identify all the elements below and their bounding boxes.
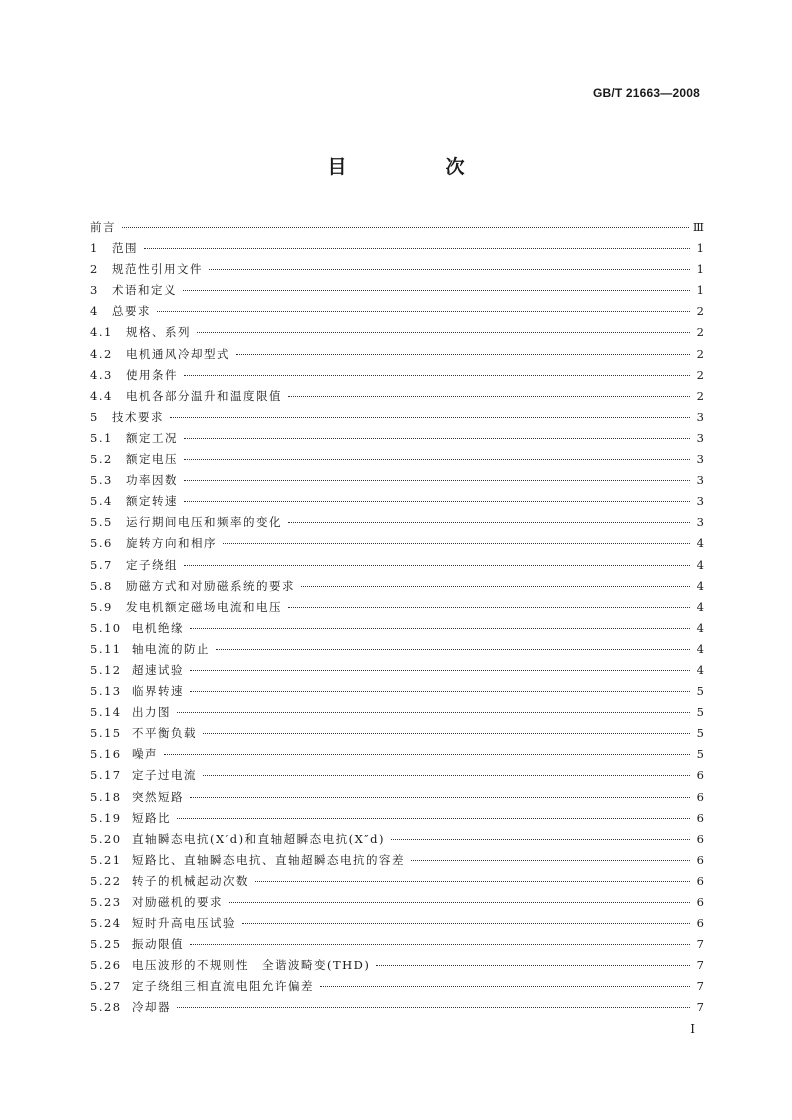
toc-entry-page: 1 [696,241,704,256]
toc-entry[interactable] [90,746,704,767]
toc-entry-page: 6 [696,768,704,783]
toc-entry-page: 3 [696,409,704,424]
toc-entry-page: 6 [696,852,704,867]
toc-entry-label: 运行期间电压和频率的变化 [126,515,282,530]
toc-entry-number: 5.8 [90,578,113,593]
toc-entry[interactable] [90,388,704,409]
toc-entry[interactable] [90,683,704,704]
toc-entry-label: 范围 [112,241,138,256]
toc-leader-dots [177,1007,690,1008]
toc-leader-dots [177,712,690,713]
toc-leader-dots [411,860,690,861]
toc-entry-page: 2 [696,325,704,340]
toc-entry-label: 短路比、直轴瞬态电抗、直轴超瞬态电抗的容差 [132,852,405,867]
table-of-contents [90,219,704,1021]
toc-entry-number: 5.18 [90,789,122,804]
toc-leader-dots [144,248,690,249]
toc-leader-dots [391,839,690,840]
toc-entry-number: 5.3 [90,473,113,488]
toc-entry-number: 5.20 [90,831,122,846]
toc-leader-dots [190,691,690,692]
toc-entry[interactable] [90,852,704,873]
toc-entry-page: 5 [696,705,704,720]
toc-entry-page: 7 [696,979,704,994]
toc-entry-number: 5.7 [90,557,113,572]
toc-entry-label: 出力图 [132,705,171,720]
toc-leader-dots [203,733,690,734]
page-title: 目 次 [327,156,505,178]
toc-entry[interactable] [90,915,704,936]
toc-entry-label: 使用条件 [126,367,178,382]
toc-entry-label: 定子绕组 [126,557,178,572]
toc-entry-number: 4.1 [90,325,113,340]
toc-leader-dots [301,586,690,587]
toc-entry[interactable] [90,578,704,599]
toc-entry-label: 总要求 [112,304,151,319]
toc-entry[interactable] [90,936,704,957]
toc-entry-page: 7 [696,937,704,952]
toc-entry-number: 5.26 [90,958,122,973]
toc-entry-label: 额定转速 [126,494,178,509]
toc-entry-number: 5.10 [90,620,122,635]
toc-entry-label: 励磁方式和对励磁系统的要求 [126,578,295,593]
toc-entry-label: 电机绝缘 [132,620,184,635]
toc-entry-label: 规范性引用文件 [112,262,203,277]
toc-entry[interactable] [90,789,704,810]
toc-entry-page: 7 [696,958,704,973]
toc-leader-dots [190,944,690,945]
toc-entry-page: 4 [696,536,704,551]
toc-entry-label: 技术要求 [112,409,164,424]
toc-leader-dots [184,459,690,460]
toc-entry[interactable] [90,514,704,535]
toc-entry-number: 5.24 [90,916,122,931]
toc-entry-number: 5.2 [90,452,113,467]
toc-entry-label: 转子的机械起动次数 [132,873,249,888]
toc-entry-number: 5.25 [90,937,122,952]
toc-entry-number: 1 [90,241,99,256]
toc-entry-page: 5 [696,747,704,762]
toc-entry-number: 4.4 [90,388,113,403]
toc-leader-dots [203,775,690,776]
toc-entry[interactable] [90,557,704,578]
toc-entry[interactable] [90,367,704,388]
toc-entry-label: 规格、系列 [126,325,191,340]
toc-leader-dots [197,332,690,333]
toc-entry[interactable] [90,282,704,303]
toc-entry-number: 5.22 [90,873,122,888]
toc-leader-dots [242,923,690,924]
toc-entry-label: 临界转速 [132,684,184,699]
toc-entry-page: 2 [696,346,704,361]
toc-entry[interactable] [90,346,704,367]
toc-entry-page: 3 [696,430,704,445]
toc-entry-page: 4 [696,620,704,635]
toc-entry-number: 5 [90,409,99,424]
toc-entry[interactable] [90,409,704,430]
toc-leader-dots [255,881,690,882]
toc-entry-page: Ⅲ [692,220,704,234]
toc-leader-dots [122,227,689,228]
toc-entry-page: 4 [696,662,704,677]
toc-leader-dots [376,965,690,966]
toc-entry-label: 电压波形的不规则性 全谐波畸变(THD) [132,958,371,973]
toc-leader-dots [177,818,690,819]
toc-entry[interactable] [90,599,704,620]
toc-entry-label: 冷却器 [132,1000,171,1015]
toc-entry-label: 电机各部分温升和温度限值 [126,388,282,403]
toc-entry[interactable] [90,957,704,978]
toc-leader-dots [288,396,690,397]
toc-leader-dots [184,480,690,481]
toc-entry-label: 短路比 [132,810,171,825]
toc-leader-dots [320,986,690,987]
toc-leader-dots [216,649,690,650]
toc-entry-label: 前言 [90,220,116,234]
toc-entry-page: 6 [696,873,704,888]
toc-entry-page: 5 [696,684,704,699]
toc-entry-number: 5.15 [90,726,122,741]
toc-leader-dots [223,543,690,544]
toc-entry-label: 发电机额定磁场电流和电压 [126,599,282,614]
toc-entry-number: 5.27 [90,979,122,994]
toc-entry-number: 5.23 [90,895,122,909]
toc-entry-label: 额定电压 [126,452,178,467]
toc-entry-label: 短时升高电压试验 [132,916,236,931]
toc-leader-dots [288,607,690,608]
toc-leader-dots [184,565,690,566]
toc-entry-label: 定子过电流 [132,768,197,783]
toc-entry-number: 5.19 [90,810,122,825]
toc-entry-page: 4 [696,578,704,593]
toc-entry-page: 2 [696,304,704,319]
toc-entry[interactable] [90,240,704,261]
toc-entry-page: 5 [696,726,704,741]
toc-entry[interactable] [90,620,704,641]
toc-entry-page: 3 [696,515,704,530]
page-number: I [690,1022,695,1036]
toc-leader-dots [190,670,690,671]
toc-entry-page: 3 [696,473,704,488]
toc-entry-page: 4 [696,599,704,614]
toc-entry-number: 5.6 [90,536,113,551]
toc-entry-page: 6 [696,789,704,804]
toc-entry-number: 5.1 [90,430,113,445]
toc-leader-dots [229,902,690,903]
toc-entry-page: 6 [696,831,704,846]
toc-entry[interactable] [90,810,704,831]
toc-entry-number: 5.17 [90,768,122,783]
toc-entry[interactable] [90,894,704,915]
toc-leader-dots [190,628,690,629]
toc-leader-dots [184,501,690,502]
toc-entry[interactable] [90,767,704,788]
toc-entry[interactable] [90,219,704,240]
toc-entry[interactable] [90,303,704,324]
toc-entry-number: 5.4 [90,494,113,509]
toc-entry[interactable] [90,831,704,852]
toc-entry-number: 5.28 [90,1000,122,1015]
toc-entry-number: 5.21 [90,852,122,867]
toc-entry-label: 噪声 [132,747,158,762]
toc-leader-dots [209,269,690,270]
toc-entry-number: 5.13 [90,684,122,699]
toc-entry[interactable] [90,493,704,514]
toc-leader-dots [288,522,690,523]
toc-entry[interactable] [90,999,704,1020]
toc-entry-page: 4 [696,557,704,572]
toc-entry[interactable] [90,430,704,451]
toc-entry-number: 4.3 [90,367,113,382]
toc-entry-number: 3 [90,283,99,298]
toc-leader-dots [183,290,690,291]
toc-entry-label: 超速试验 [132,662,184,677]
toc-entry-number: 2 [90,262,99,277]
toc-entry[interactable] [90,725,704,746]
toc-entry-page: 7 [696,1000,704,1015]
toc-entry[interactable] [90,978,704,999]
toc-entry-label: 功率因数 [126,473,178,488]
toc-entry-page: 4 [696,641,704,656]
toc-leader-dots [164,754,690,755]
standard-code: GB/T 21663—2008 [592,86,700,100]
toc-entry-page: 3 [696,494,704,509]
toc-leader-dots [157,311,690,312]
toc-entry[interactable] [90,535,704,556]
toc-entry-number: 5.9 [90,599,113,614]
toc-leader-dots [236,354,690,355]
toc-entry-label: 直轴瞬态电抗(X′d)和直轴超瞬态电抗(X″d) [132,831,385,846]
toc-entry-label: 不平衡负载 [132,726,197,741]
toc-entry-page: 2 [696,388,704,403]
toc-entry-label: 对励磁机的要求 [132,895,223,909]
toc-entry-label: 突然短路 [132,789,184,804]
toc-entry-page: 6 [696,895,704,909]
toc-entry-number: 5.16 [90,747,122,762]
toc-entry-number: 4.2 [90,346,113,361]
toc-entry-label: 术语和定义 [112,283,177,298]
toc-entry-label: 旋转方向和相序 [126,536,217,551]
toc-entry-number: 5.14 [90,705,122,720]
toc-entry[interactable] [90,324,704,345]
toc-entry[interactable] [90,451,704,472]
toc-entry-label: 定子绕组三相直流电阻允许偏差 [132,979,314,994]
toc-entry[interactable] [90,873,704,894]
toc-entry-page: 3 [696,452,704,467]
toc-entry-page: 1 [696,262,704,277]
toc-entry-page: 6 [696,916,704,931]
toc-leader-dots [184,438,690,439]
toc-entry-number: 5.5 [90,515,113,530]
toc-entry-number: 5.11 [90,641,122,656]
toc-entry-page: 6 [696,810,704,825]
toc-entry[interactable] [90,472,704,493]
toc-entry-number: 4 [90,304,99,319]
toc-leader-dots [170,417,690,418]
toc-entry[interactable] [90,662,704,683]
toc-entry-label: 轴电流的防止 [132,641,210,656]
toc-entry-page: 2 [696,367,704,382]
toc-entry-label: 电机通风冷却型式 [126,346,230,361]
toc-entry-page: 1 [696,283,704,298]
toc-entry[interactable] [90,704,704,725]
toc-entry-label: 振动限值 [132,937,184,952]
toc-leader-dots [190,797,690,798]
toc-entry-number: 5.12 [90,662,122,677]
toc-entry-label: 额定工况 [126,430,178,445]
toc-entry[interactable] [90,261,704,282]
toc-leader-dots [184,375,690,376]
toc-entry[interactable] [90,641,704,662]
